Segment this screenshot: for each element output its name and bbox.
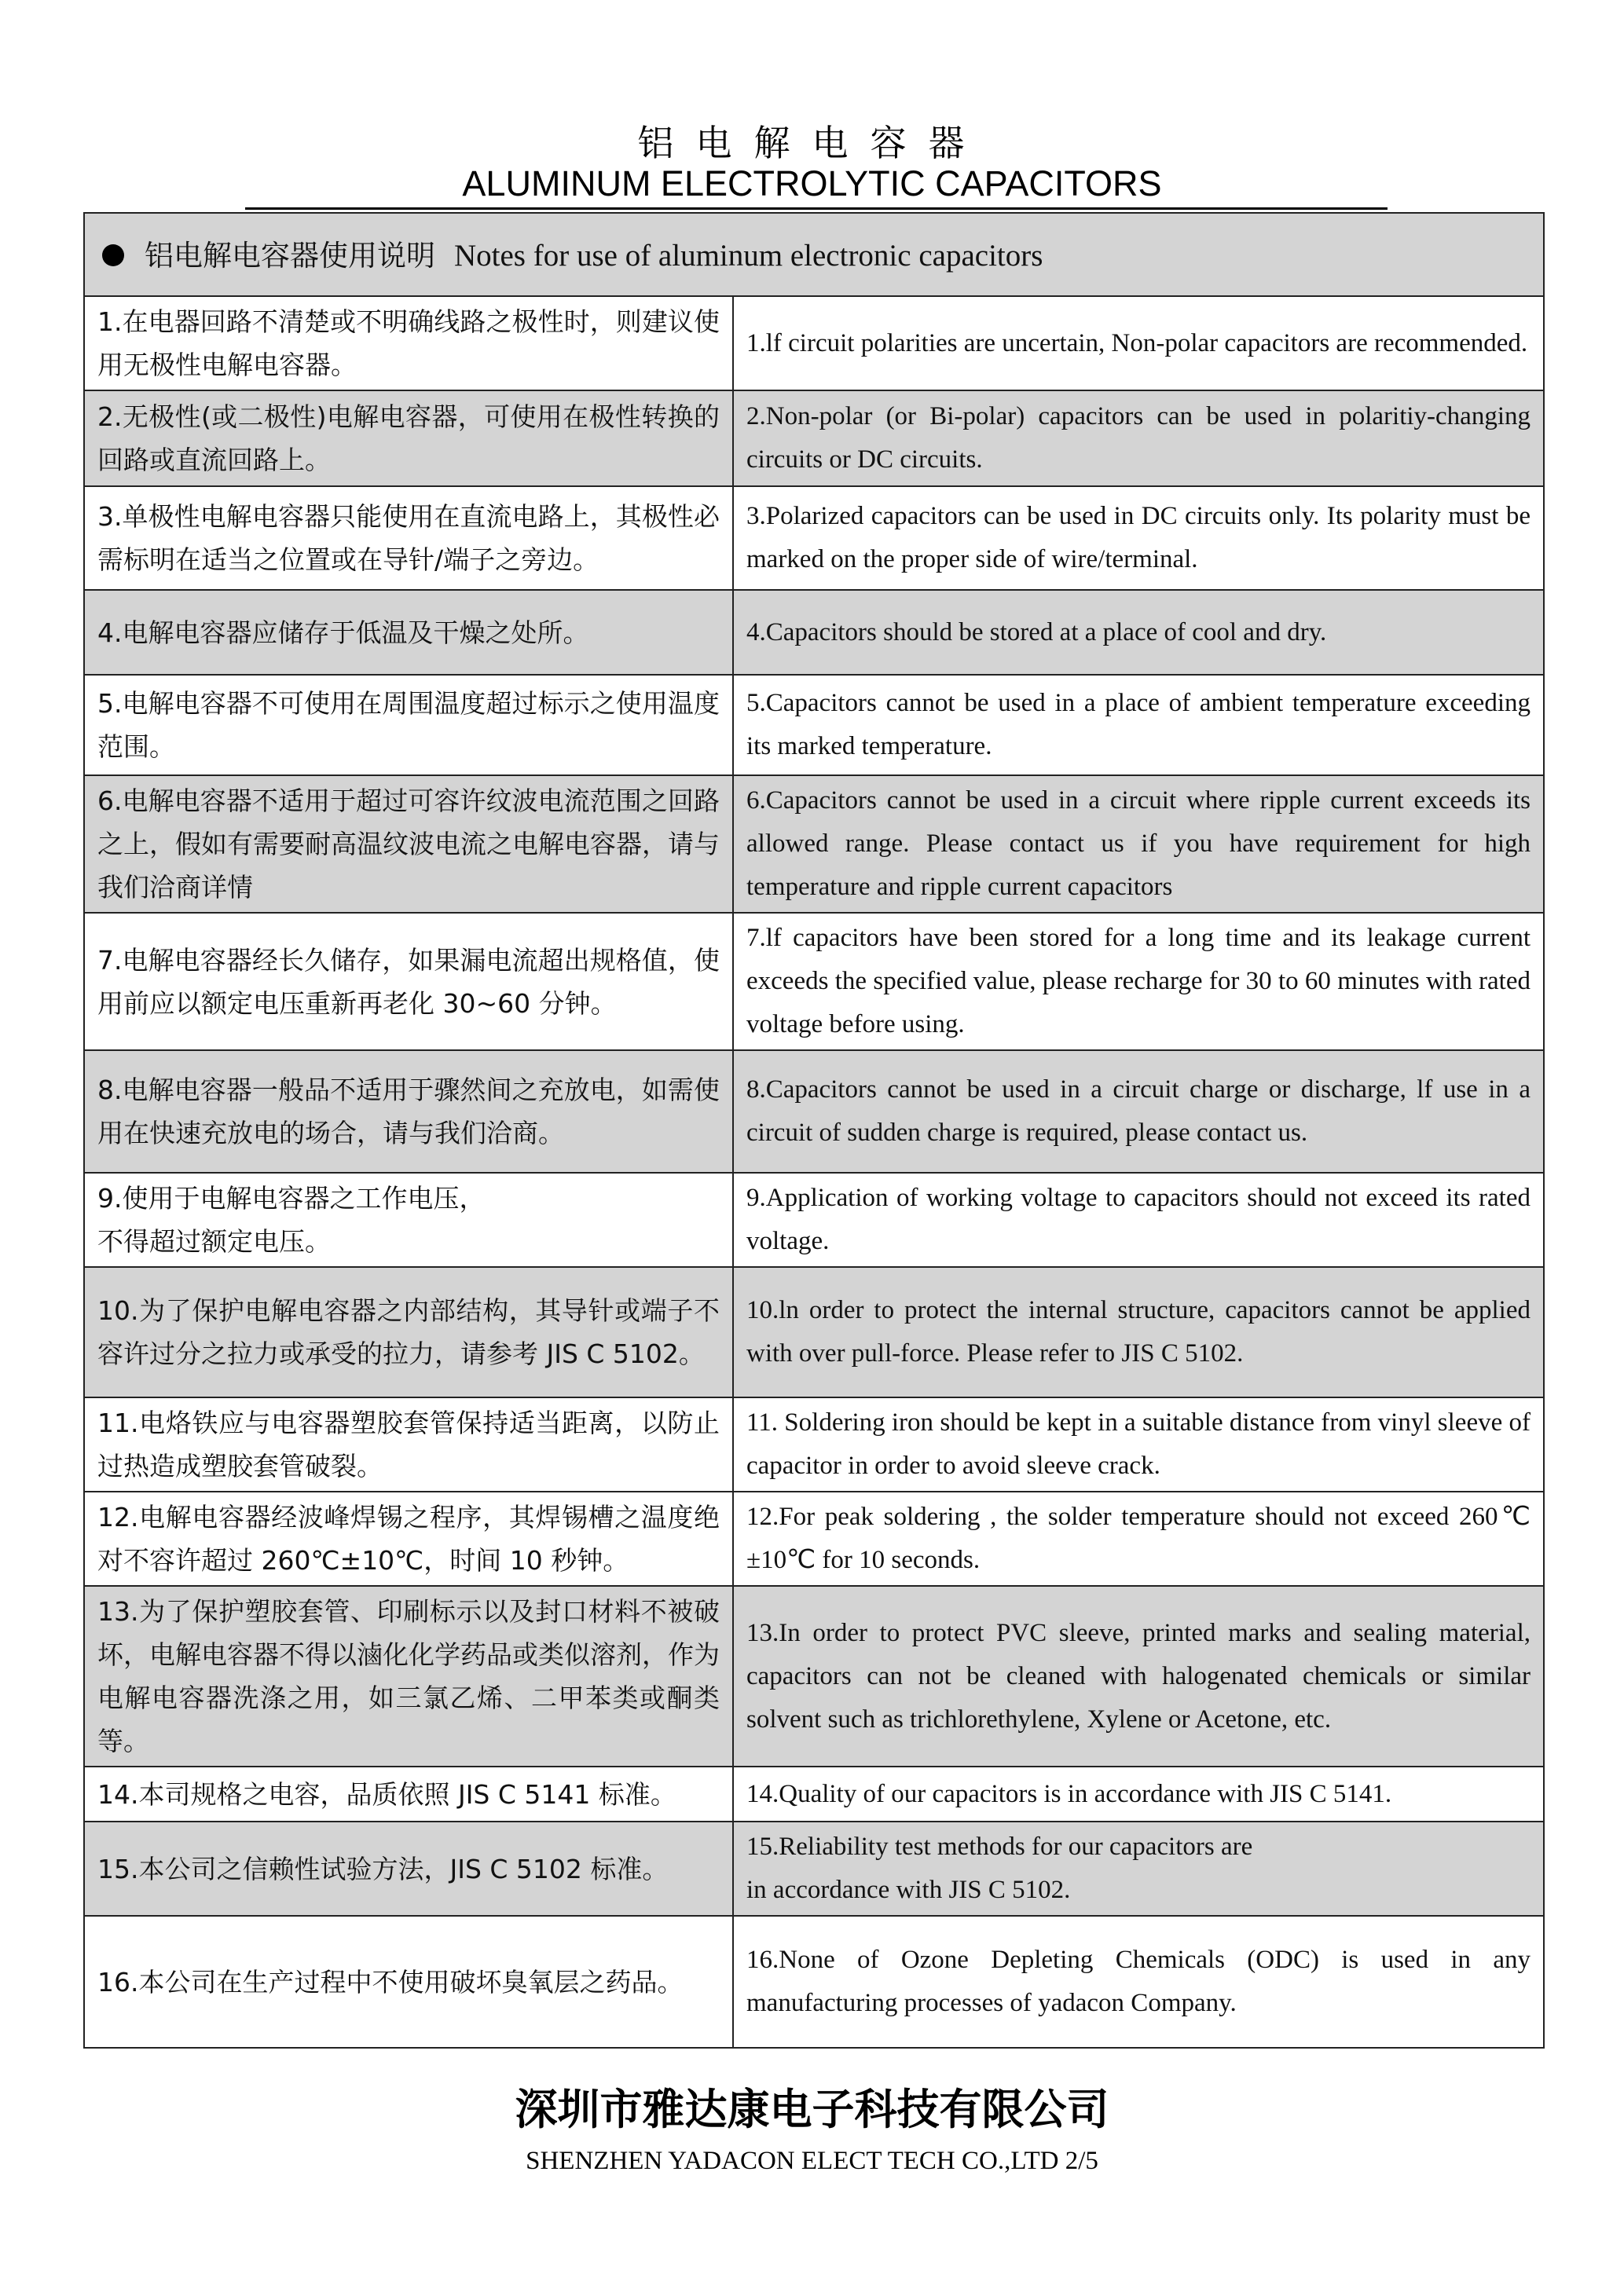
table-row [84,1767,1544,1822]
note-en: 10.ln order to protect the internal structure, capacitors cannot be applied with over pull-force. Please refer to JIS C 5102. [733,1267,1544,1397]
table-row [84,1586,1544,1767]
table-row [84,1050,1544,1173]
note-en: 13.In order to protect PVC sleeve, printed marks and sealing material, capacitors can not be cleaned with halogenated chemicals or similar solvent such as trichlorethylene, Xylene or Acetone, etc. [733,1586,1544,1767]
note-en: 1.lf circuit polarities are uncertain, Non-polar capacitors are recommended. [733,296,1544,390]
note-en: 16.None of Ozone Depleting Chemicals (ODC) is used in any manufacturing processes of yadacon Company. [733,1916,1544,2048]
table-row [84,296,1544,390]
note-cn: 5.电解电容器不可使用在周围温度超过标示之使用温度范围。 [84,675,733,775]
note-cn: 10.为了保护电解电容器之内部结构，其导针或端子不容许过分之拉力或承受的拉力，请参考 JIS C 5102。 [84,1267,733,1397]
note-en: 15.Reliability test methods for our capacitors are in accordance with JIS C 5102. [733,1822,1544,1916]
notes-header-cell [84,213,1544,296]
note-en: 9.Application of working voltage to capacitors should not exceed its rated voltage. [733,1173,1544,1267]
table-row [84,1173,1544,1267]
bullet-icon [102,244,124,266]
note-en: 3.Polarized capacitors can be used in DC circuits only. Its polarity must be marked on the proper side of wire/terminal. [733,486,1544,590]
note-cn: 1.在电器回路不清楚或不明确线路之极性时，则建议使用无极性电解电容器。 [84,296,733,390]
table-row [84,1822,1544,1916]
section-title-chinese: 铝电解电容器使用说明 [145,238,435,273]
note-en: 12.For peak soldering , the solder temperature should not exceed 260℃±10℃ for 10 seconds. [733,1492,1544,1586]
note-cn: 9.使用于电解电容器之工作电压， 不得超过额定电压。 [84,1173,733,1267]
note-cn: 14.本司规格之电容，品质依照 JIS C 5141 标准。 [84,1767,733,1822]
note-cn: 2.无极性(或二极性)电解电容器，可使用在极性转换的回路或直流回路上。 [84,390,733,486]
note-en: 14.Quality of our capacitors is in accordance with JIS C 5141. [733,1767,1544,1822]
note-cn: 3.单极性电解电容器只能使用在直流电路上，其极性必需标明在适当之位置或在导针/端子之旁边。 [84,486,733,590]
note-en: 2.Non-polar (or Bi-polar) capacitors can be used in polaritiy-changing circuits or DC circuits. [733,390,1544,486]
title-english: ALUMINUM ELECTROLYTIC CAPACITORS [462,163,1162,203]
note-cn: 12.电解电容器经波峰焊锡之程序，其焊锡槽之温度绝对不容许超过 260℃±10℃，时间 10 秒钟。 [84,1492,733,1586]
company-name-chinese: 深圳市雅达康电子科技有限公司 [515,2085,1109,2134]
note-cn: 15.本公司之信赖性试验方法，JIS C 5102 标准。 [84,1822,733,1916]
note-cn: 7.电解电容器经长久储存，如果漏电流超出规格值，使用前应以额定电压重新再老化 30~60 分钟。 [84,913,733,1050]
note-cn: 8.电解电容器一般品不适用于骤然间之充放电，如需使用在快速充放电的场合，请与我们洽商。 [84,1050,733,1173]
notes-header-row [84,213,1544,296]
note-cn: 6.电解电容器不适用于超过可容许纹波电流范围之回路之上，假如有需要耐高温纹波电流之电解电容器，请与我们洽商详情 [84,775,733,913]
table-row [84,1916,1544,2048]
note-en: 5.Capacitors cannot be used in a place of ambient temperature exceeding its marked temperature. [733,675,1544,775]
table-row [84,1397,1544,1492]
section-title-english: Notes for use of aluminum electronic capacitors [454,238,1043,273]
table-row [84,590,1544,675]
note-cn: 16.本公司在生产过程中不使用破坏臭氧层之药品。 [84,1916,733,2048]
table-row [84,486,1544,590]
note-en: 8.Capacitors cannot be used in a circuit charge or discharge, lf use in a circuit of sudden charge is required, please contact us. [733,1050,1544,1173]
company-name-english: SHENZHEN YADACON ELECT TECH CO.,LTD 2/5 [526,2147,1098,2175]
table-row [84,1492,1544,1586]
note-cn: 13.为了保护塑胶套管、印刷标示以及封口材料不被破坏，电解电容器不得以滷化化学药品或类似溶剂，作为电解电容器洗涤之用，如三氯乙烯、二甲苯类或酮类等。 [84,1586,733,1767]
note-en: 7.lf capacitors have been stored for a long time and its leakage current exceeds the specified value, please recharge for 30 to 60 minutes with rated voltage before using. [733,913,1544,1050]
note-en: 11. Soldering iron should be kept in a suitable distance from vinyl sleeve of capacitor in order to avoid sleeve crack. [733,1397,1544,1492]
note-cn: 4.电解电容器应储存于低温及干燥之处所。 [84,590,733,675]
title-chinese: 铝电解电容器 [637,122,987,164]
title-underline [245,207,1388,210]
table-row [84,913,1544,1050]
table-row [84,390,1544,486]
table-row [84,1267,1544,1397]
note-cn: 11.电烙铁应与电容器塑胶套管保持适当距离，以防止过热造成塑胶套管破裂。 [84,1397,733,1492]
note-en: 6.Capacitors cannot be used in a circuit where ripple current exceeds its allowed range. Please contact us if you have requirement for high temperature and ripple current capacitors [733,775,1544,913]
table-row [84,675,1544,775]
table-row [84,775,1544,913]
note-en: 4.Capacitors should be stored at a place of cool and dry. [733,590,1544,675]
notes-table [83,212,1545,2049]
